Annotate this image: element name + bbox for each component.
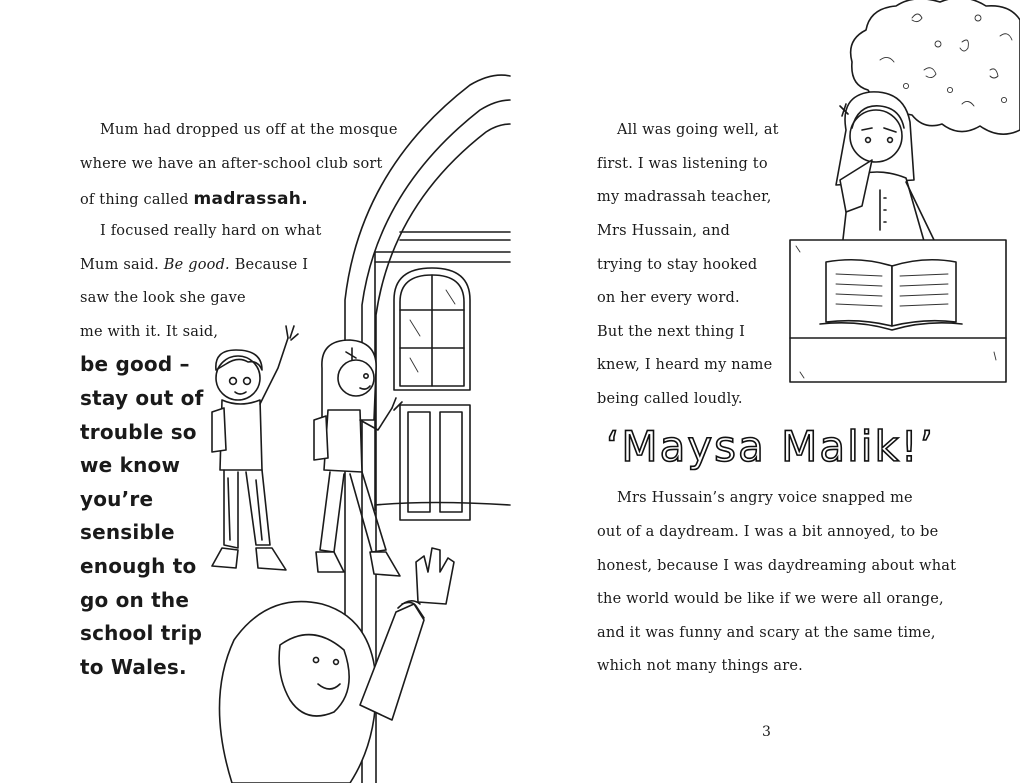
big-quote-line: stay out of [80, 386, 204, 410]
paragraph-line: knew, I heard my name [597, 357, 773, 373]
big-quote-line: school trip [80, 621, 203, 645]
big-quote-line: go on the [80, 588, 190, 612]
paragraph-text: Mum said. [80, 257, 159, 273]
big-quote-line: trouble so [80, 420, 197, 444]
paragraph-line: on her every word. [597, 290, 740, 306]
big-quote-line: to Wales. [80, 655, 187, 679]
paragraph-line: which not many things are. [597, 658, 803, 674]
paragraph-line [80, 257, 308, 273]
paragraph-line: All was going well, at [617, 122, 779, 138]
paragraph-line: where we have an after-school club sort [80, 156, 383, 172]
italic-phrase: Be good. [163, 257, 230, 273]
paragraph-line: me with it. It said, [80, 324, 219, 340]
page-number: 3 [762, 724, 771, 740]
paragraph-line: my madrassah teacher, [597, 189, 772, 205]
big-quote-line: we know [80, 453, 181, 477]
big-quote-line: enough to [80, 554, 197, 578]
paragraph-line: Mrs Hussain’s angry voice snapped me [617, 490, 913, 506]
paragraph-line [80, 189, 308, 209]
paragraph-line: Mum had dropped us off at the mosque [100, 122, 398, 138]
mosque-arch-children-icon [212, 75, 510, 783]
paragraph-line: But the next thing I [597, 324, 746, 340]
paragraph-line: first. I was listening to [597, 156, 768, 172]
paragraph-text: of thing called [80, 192, 189, 208]
paragraph-line: saw the look she gave [80, 290, 246, 306]
paragraph-line: I focused really hard on what [100, 223, 322, 239]
headline-shout: ‘Maysa Malik!’ [606, 422, 935, 471]
paragraph-text: Because I [234, 257, 309, 273]
emphasis-word: madrassah. [193, 189, 308, 209]
paragraph-line: out of a daydream. I was a bit annoyed, to be [597, 524, 939, 540]
girl-daydreaming-desk-icon [790, 0, 1020, 382]
big-quote-line: you’re [80, 487, 154, 511]
paragraph-line: Mrs Hussain, and [597, 223, 730, 239]
paragraph-line: being called loudly. [597, 391, 743, 407]
big-quote-line: sensible [80, 520, 175, 544]
paragraph-line: honest, because I was daydreaming about what [597, 558, 957, 574]
paragraph-line: and it was funny and scary at the same time, [597, 625, 936, 641]
paragraph-line: the world would be like if we were all orange, [597, 591, 944, 607]
big-quote-line: be good – [80, 352, 190, 376]
paragraph-line: trying to stay hooked [597, 257, 758, 273]
